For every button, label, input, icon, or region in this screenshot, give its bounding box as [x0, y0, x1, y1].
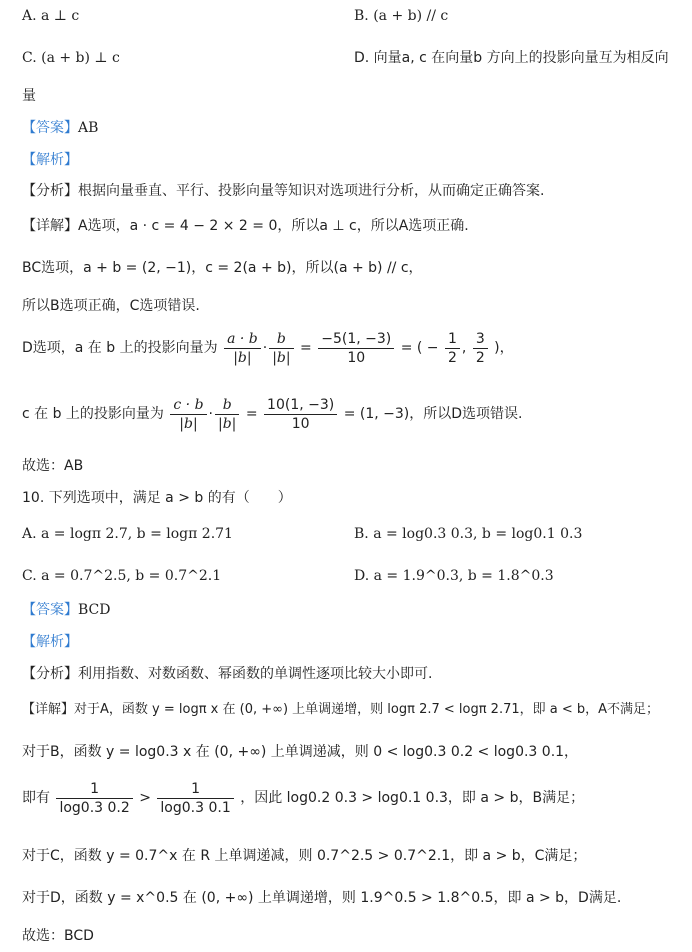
d-line-pre: D选项，a 在 b 上的投影向量为 [22, 340, 218, 356]
d-frac-2 [269, 330, 293, 367]
c-line-post: = (1, −3)，所以D选项错误. [343, 406, 523, 422]
d-result-x [445, 330, 460, 367]
bc-line-2: 所以B选项正确，C选项错误. [22, 298, 200, 314]
d-result-x-den: 2 [447, 349, 457, 366]
c-line-pre: c 在 b 上的投影向量为 [22, 406, 164, 422]
c-frac-2-den: |b| [218, 415, 237, 432]
jiexi-2-tag: 【解析】 [22, 634, 78, 650]
c-frac-1 [170, 396, 206, 433]
xiangjie-2 [22, 700, 659, 720]
fenxi-text: 根据向量垂直、平行、投影向量等知识对选项进行分析，从而确定正确答案. [78, 183, 545, 199]
c-frac-2-num: b [215, 396, 239, 415]
dui-c: 对于C，函数 y = 0.7^x 在 R 上单调递减，则 0.7^2.5 > 0.7^2.1，即 a > b，C满足； [22, 848, 587, 864]
guxuan-2: 故选：BCD [22, 928, 94, 944]
c-frac-3 [264, 396, 337, 433]
bc-line: BC选项，a + b = (2, −1)，c = 2(a + b)，所以(a + b) // c， [22, 260, 423, 276]
option-a: A. a ⊥ c [22, 8, 80, 24]
c-frac-3-num: 10(1, −3) [264, 396, 337, 415]
c-frac-2 [215, 396, 239, 433]
jiyou-post: ，因此 log0.2 0.3 > log0.1 0.3，即 a > b，B满足； [240, 790, 585, 806]
d-frac-1-num: a · b [224, 330, 261, 349]
c-frac-1-den: |b| [179, 415, 198, 432]
d-frac-1-den: |b| [233, 349, 252, 366]
fenxi-1 [22, 181, 544, 201]
option-c: C. (a + b) ⊥ c [22, 50, 120, 66]
question-10-stem: 10. 下列选项中，满足 a > b 的有（ ） [22, 490, 292, 506]
fenxi-2 [22, 664, 432, 684]
xiangjie-1 [22, 216, 469, 236]
c-frac-1-num: c · b [170, 396, 206, 415]
d-result-x-num: 1 [445, 330, 460, 349]
jiyou-line: 即有 $\frac{1}{\log 0.3 0.2}$ > $\frac{1}{\log 0.3 0.1}$ ，因此 log0.2 0.3 > log0.1 0.3，即 a > b，B满足； [22, 780, 585, 816]
answer-tag: 【答案】 [22, 120, 78, 136]
answer-text: AB [78, 120, 99, 136]
d-result-y-num: 3 [473, 330, 488, 349]
q10-option-d: D. a = 1.9^0.3, b = 1.8^0.3 [354, 568, 554, 584]
jiyou-frac-2-den: log0.3 0.1 [160, 799, 231, 816]
d-frac-3-num: −5(1, −3) [318, 330, 394, 349]
jiyou-frac-2-num: 1 [157, 780, 233, 799]
xiangjie-text: A选项，a · c = 4 − 2 × 2 = 0，所以a ⊥ c，所以A选项正确. [78, 218, 469, 234]
answer-2-text: BCD [78, 602, 111, 618]
d-frac-3 [318, 330, 394, 367]
jiyou-frac-2 [157, 780, 233, 817]
q10-option-b: B. a = log0.3 0.3, b = log0.1 0.3 [354, 526, 583, 542]
option-d-continued: 量 [22, 88, 36, 104]
fenxi-2-tag: 【分析】 [22, 666, 78, 682]
xiangjie-2-text: 对于A，函数 y = logπ x 在 (0, +∞) 上单调递增，则 logπ 2.7 < logπ 2.71，即 a < b，A不满足； [74, 702, 660, 717]
xiangjie-2-tag: 【详解】 [22, 702, 75, 717]
jiyou-frac-1-num: 1 [56, 780, 132, 799]
jiexi-2 [22, 632, 78, 652]
jiyou-frac-1-den: log0.3 0.2 [59, 799, 130, 816]
d-frac-2-den: |b| [272, 349, 291, 366]
jiyou-pre: 即有 [22, 790, 50, 806]
dui-d: 对于D，函数 y = x^0.5 在 (0, +∞) 上单调递增，则 1.9^0.5 > 1.8^0.5，即 a > b，D满足. [22, 890, 622, 906]
d-result-y-den: 2 [475, 349, 485, 366]
option-d: D. 向量a, c 在向量b 方向上的投影向量互为相反向 [354, 50, 669, 66]
answer-2 [22, 600, 110, 620]
answer-1 [22, 118, 98, 138]
xiangjie-tag: 【详解】 [22, 218, 78, 234]
jiexi-1 [22, 150, 78, 170]
d-frac-2-num: b [269, 330, 293, 349]
fenxi-tag: 【分析】 [22, 183, 78, 199]
q10-option-c: C. a = 0.7^2.5, b = 0.7^2.1 [22, 568, 222, 584]
d-frac-1 [224, 330, 261, 367]
jiyou-frac-1 [56, 780, 132, 817]
q10-option-a: A. a = logπ 2.7, b = logπ 2.71 [22, 526, 233, 542]
answer-2-tag: 【答案】 [22, 602, 78, 618]
guxuan-1: 故选：AB [22, 458, 84, 474]
fenxi-2-text: 利用指数、对数函数、幂函数的单调性逐项比较大小即可. [78, 666, 433, 682]
d-projection-line: D选项，a 在 b 上的投影向量为 $\frac{a \cdot b}{|b|}$ · $\frac{b}{|b|}$ = $\frac{-5(1, -3)}{10}$ = ( − $\frac{1}{2}$ , $\frac{3}{2}$ )， [22, 330, 514, 366]
d-frac-3-den: 10 [347, 349, 366, 366]
d-result-y [473, 330, 488, 367]
dui-b: 对于B，函数 y = log0.3 x 在 (0, +∞) 上单调递减，则 0 < log0.3 0.2 < log0.3 0.1， [22, 744, 579, 760]
jiexi-tag: 【解析】 [22, 152, 78, 168]
c-frac-3-den: 10 [291, 415, 310, 432]
option-b: B. (a + b) // c [354, 8, 449, 24]
c-projection-line: c 在 b 上的投影向量为 $\frac{c \cdot b}{|b|}$ · $\frac{b}{|b|}$ = $\frac{10(1, -3)}{10}$ = (1, −3)，所以D选项错误. [22, 396, 523, 432]
